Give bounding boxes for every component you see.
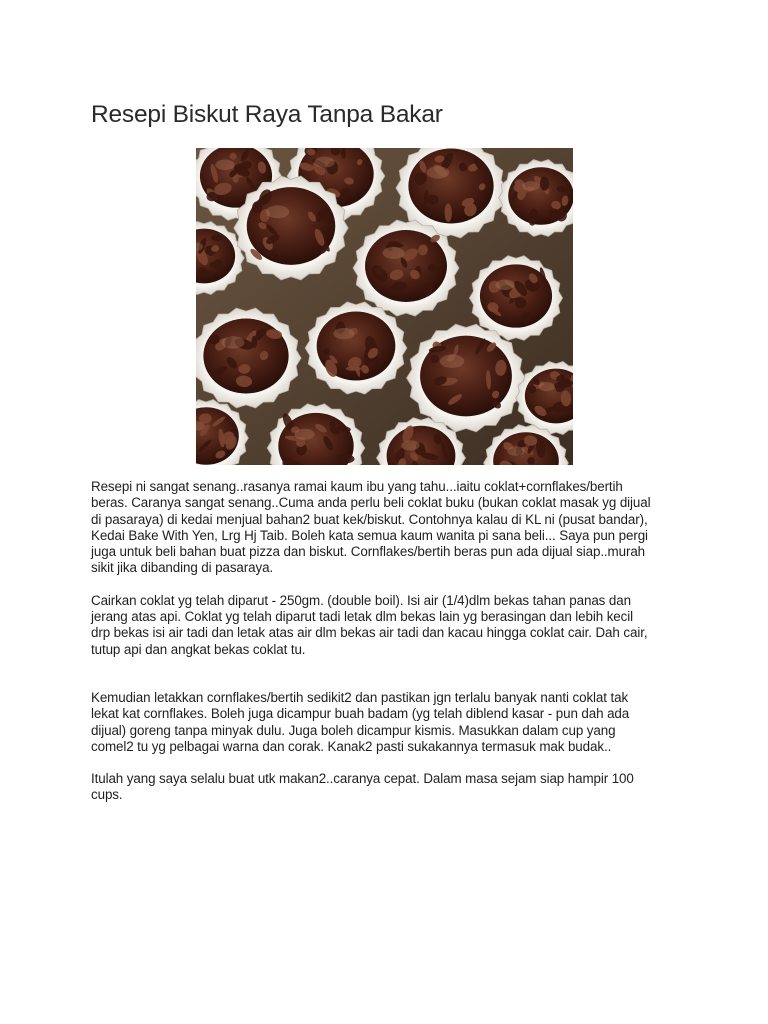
recipe-photo	[196, 148, 573, 465]
text-line: Resepi ni sangat senang..rasanya ramai kaum ibu yang tahu...iaitu coklat+cornflakes/bertih	[91, 479, 623, 494]
text-line: beras. Caranya sangat senang..Cuma anda perlu beli coklat buku (bukan coklat masak yg dijual	[91, 495, 651, 511]
chocolate-cornflake-cups-illustration	[196, 148, 573, 465]
text-line: tutup api dan angkat bekas coklat tu.	[91, 641, 306, 657]
text-line: dijual) goreng tanpa minyak dulu. Juga boleh dicampur kismis. Masukkan dalam cup yang	[91, 722, 616, 738]
text-line: Kemudian letakkan cornflakes/bertih sedikit2 dan pastikan jgn terlalu banyak nanti coklat tak	[91, 689, 629, 705]
text-line: Cairkan coklat yg telah diparut - 250gm. (double boil). Isi air (1/4)dlm bekas tahan panas dan	[91, 592, 631, 608]
text-line: lekat kat cornflakes. Boleh juga dicampur buah badam (yg telah diblend kasar - pun dah ada	[91, 706, 630, 722]
paragraph-gap	[91, 658, 691, 690]
text-line: cups.	[91, 787, 123, 803]
paragraph	[91, 593, 691, 658]
paragraph	[91, 690, 691, 755]
text-line: drp bekas isi air tadi dan letak atas air dlm bekas air tadi dan kacau hingga coklat cair. Dah cair,	[91, 625, 648, 641]
page-title: Resepi Biskut Raya Tanpa Bakar	[91, 101, 443, 128]
paragraph	[91, 771, 691, 804]
recipe-body	[91, 479, 691, 804]
paragraph-gap	[91, 755, 691, 771]
text-line: Itulah yang saya selalu buat utk makan2..caranya cepat. Dalam masa sejam siap hampir 100	[91, 771, 634, 787]
paragraph	[91, 479, 691, 577]
text-line: di pasaraya) di kedai menjual bahan2 buat kek/biskut. Contohnya kalau di KL ni (pusat bandar),	[91, 511, 648, 527]
text-line: Kedai Bake With Yen, Lrg Hj Taib. Boleh kata semua kaum wanita pi sana beli... Saya pun pergi	[91, 527, 648, 543]
text-line: jerang atas api. Coklat yg telah diparut tadi letak dlm bekas lain yg berasingan dan lebih kecil	[91, 609, 633, 625]
text-line: juga untuk beli bahan buat pizza dan biskut. Cornflakes/bertih beras pun ada dijual siap..murah	[91, 544, 646, 560]
text-line: comel2 tu yg pelbagai warna dan corak. Kanak2 pasti sukakannya termasuk mak budak..	[91, 738, 612, 754]
text-line: sikit jika dibanding di pasaraya.	[91, 560, 274, 576]
paragraph-gap	[91, 577, 691, 593]
